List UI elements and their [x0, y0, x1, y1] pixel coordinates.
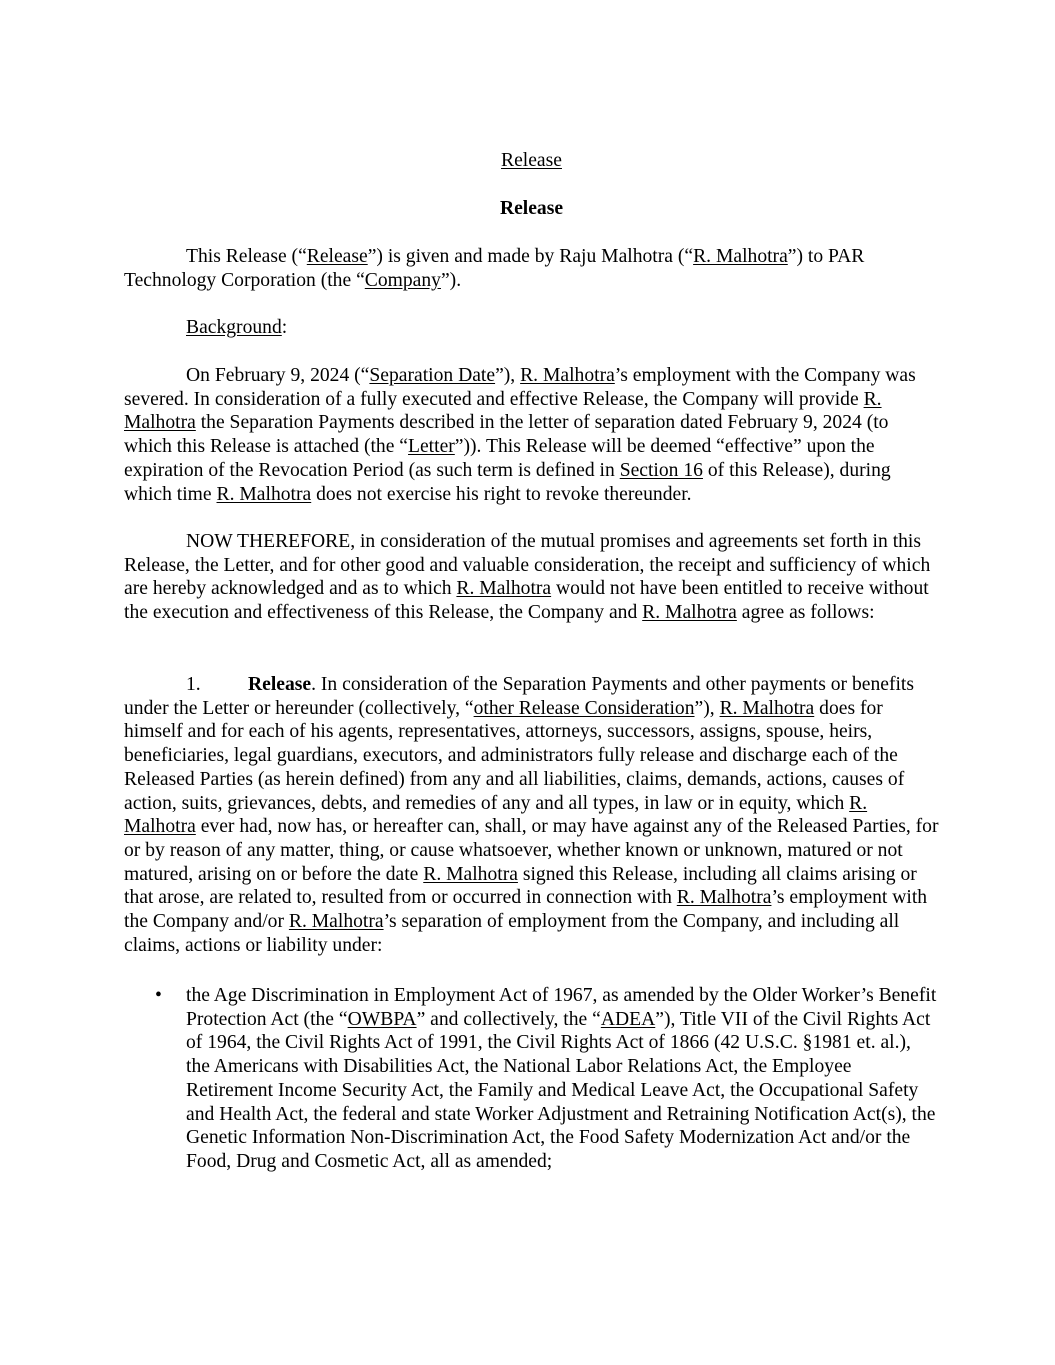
malhotra-defined-term: R. Malhotra — [693, 246, 788, 267]
document-title: Release — [499, 198, 564, 219]
bullet-text: the Age Discrimination in Employment Act of 1967, as amended by the Older Worker’s Benefit Protection Act (the “OWBPA” and collectively, the “ADEA”), Title VII of the Civil Rights Act of 1964, the Civil Rights Act of 1991, the Civil Rights Act of 1866 (42 U.S.C. §1981 et. al.), the Americans with Disabilities Act, the National Labor Relations Act, the Employee Retirement Income Security Act, the Family and Medical Leave Act, the Occupational Safety and Health Act, the federal and state Worker Adjustment and Retraining Notification Act(s), the Genetic Information Non-Discrimination Act, the Food Safety Modernization Act and/or the Food, Drug and Cosmetic Act, all as amended; — [186, 985, 937, 1172]
section-1-number: 1. — [186, 674, 201, 695]
company-defined-term: Company — [364, 269, 441, 291]
other-release-consideration-term: other Release Consideration — [473, 697, 695, 719]
background-heading: Background: — [186, 317, 288, 338]
document-label — [124, 149, 939, 173]
document-label-text: Release — [501, 150, 562, 171]
now-therefore-paragraph: NOW THEREFORE, in consideration of the mutual promises and agreements set forth in this Release, the Letter, and for other good and valuable consideration, the receipt and sufficiency of which are hereby acknowledged and as to which R. Malhotra would not have been entitled to receive without the execution and effectiveness of this Release, the Company and R. Malhotra agree as follows: — [124, 531, 931, 624]
bullet-icon: • — [155, 985, 162, 1006]
background-paragraph: On February 9, 2024 (“Separation Date”), R. Malhotra’s employment with the Company was severed. In consideration of a fully executed and effective Release, the Company will provide R. Malhotra the Separation Payments described in the letter of separation dated February 9, 2024 (to which this Release is attached (the “Letter”)). This Release will be deemed “effective” upon the expiration of the Revocation Period (as such term is defined in Section 16 of this Release), during which time R. Malhotra does not exercise his right to revoke thereunder. — [124, 365, 916, 505]
section-1-paragraph: 1. Release. In consideration of the Separation Payments and other payments or benefits under the Letter or hereunder (collectively, “other Release Consideration”), R. Malhotra does for himself and for each of his agents, representatives, attorneys, successors, assigns, spouse, heirs, beneficiaries, legal guardians, executors, and administrators fully release and discharge each of the Released Parties (as herein defined) from any and all liabilities, claims, demands, actions, causes of action, suits, grievances, debts, and remedies of any and all types, in law or in equity, which R. Malhotra ever had, now has, or hereafter can, shall, or may have against any of the Released Parties, for or by reason of any matter, thing, or cause whatsoever, whether known or unknown, matured or not matured, arising on or before the date R. Malhotra signed this Release, including all claims arising or that arose, are related to, resulted from or occurred in connection with R. Malhotra’s employment with the Company and/or R. Malhotra’s separation of employment from the Company, and including all claims, actions or liability under: — [124, 674, 939, 956]
separation-date-term: Separation Date — [369, 365, 496, 386]
intro-paragraph: This Release (“Release”) is given and made by Raju Malhotra (“R. Malhotra”) to PAR Technology Corporation (the “Company”). — [124, 246, 865, 291]
letter-defined-term: Letter — [408, 436, 455, 458]
section-16-reference: Section 16 — [619, 459, 703, 481]
owbpa-term: OWBPA — [347, 1008, 417, 1030]
section-1-heading: Release — [248, 674, 312, 695]
adea-term: ADEA — [600, 1008, 656, 1030]
release-defined-term: Release — [306, 246, 368, 267]
